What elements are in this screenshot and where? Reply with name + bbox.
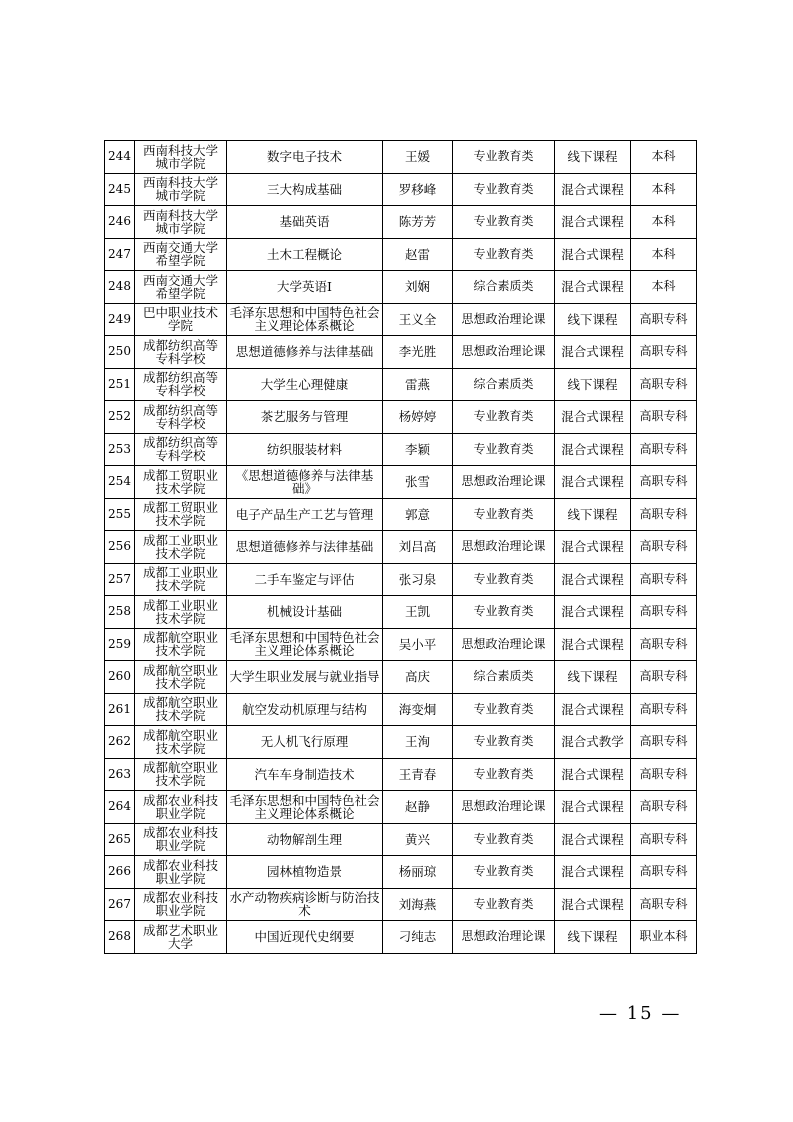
school-name: 西南科技大学城市学院 [135,173,227,206]
course-category: 专业教育类 [453,888,555,921]
row-number: 260 [105,661,135,694]
course-name: 大学英语Ⅰ [227,271,383,304]
teacher-name: 王青春 [383,758,453,791]
school-name: 成都航空职业技术学院 [135,693,227,726]
course-name: 思想道德修养与法律基础 [227,336,383,369]
course-category: 专业教育类 [453,596,555,629]
row-number: 248 [105,271,135,304]
course-category: 思想政治理论课 [453,303,555,336]
education-level: 高职专科 [631,856,697,889]
course-type: 混合式课程 [555,563,631,596]
course-type: 混合式课程 [555,758,631,791]
course-category: 思想政治理论课 [453,921,555,954]
row-number: 263 [105,758,135,791]
education-level: 高职专科 [631,888,697,921]
teacher-name: 刘娴 [383,271,453,304]
row-number: 250 [105,336,135,369]
table-row [105,628,697,661]
course-category: 专业教育类 [453,238,555,271]
course-name: 大学生心理健康 [227,368,383,401]
teacher-name: 刁纯志 [383,921,453,954]
course-name: 中国近现代史纲要 [227,921,383,954]
course-name: 航空发动机原理与结构 [227,693,383,726]
course-table [104,140,697,954]
course-type: 线下课程 [555,141,631,174]
teacher-name: 郭意 [383,498,453,531]
teacher-name: 罗移峰 [383,173,453,206]
table-row [105,921,697,954]
table-row [105,466,697,499]
course-table-body [105,141,697,954]
education-level: 高职专科 [631,726,697,759]
education-level: 高职专科 [631,303,697,336]
row-number: 268 [105,921,135,954]
course-category: 综合素质类 [453,271,555,304]
course-category: 专业教育类 [453,173,555,206]
education-level: 高职专科 [631,466,697,499]
education-level: 高职专科 [631,336,697,369]
course-name: 毛泽东思想和中国特色社会主义理论体系概论 [227,791,383,824]
school-name: 成都航空职业技术学院 [135,726,227,759]
teacher-name: 张雪 [383,466,453,499]
course-type: 混合式课程 [555,336,631,369]
row-number: 266 [105,856,135,889]
course-type: 混合式课程 [555,888,631,921]
row-number: 246 [105,206,135,239]
school-name: 成都工业职业技术学院 [135,531,227,564]
school-name: 成都航空职业技术学院 [135,758,227,791]
school-name: 成都航空职业技术学院 [135,661,227,694]
education-level: 高职专科 [631,368,697,401]
school-name: 成都工贸职业技术学院 [135,466,227,499]
course-name: 茶艺服务与管理 [227,401,383,434]
education-level: 本科 [631,141,697,174]
teacher-name: 杨丽琼 [383,856,453,889]
table-row [105,661,697,694]
table-row [105,336,697,369]
school-name: 成都纺织高等专科学校 [135,368,227,401]
school-name: 西南科技大学城市学院 [135,206,227,239]
row-number: 245 [105,173,135,206]
school-name: 西南科技大学城市学院 [135,141,227,174]
course-category: 专业教育类 [453,433,555,466]
course-category: 专业教育类 [453,856,555,889]
teacher-name: 赵雷 [383,238,453,271]
education-level: 高职专科 [631,596,697,629]
teacher-name: 陈芳芳 [383,206,453,239]
table-row [105,758,697,791]
course-type: 混合式课程 [555,206,631,239]
teacher-name: 雷燕 [383,368,453,401]
teacher-name: 王洵 [383,726,453,759]
school-name: 成都艺术职业大学 [135,921,227,954]
course-category: 思想政治理论课 [453,336,555,369]
education-level: 高职专科 [631,693,697,726]
course-category: 综合素质类 [453,661,555,694]
teacher-name: 刘吕高 [383,531,453,564]
course-category: 专业教育类 [453,563,555,596]
course-name: 园林植物造景 [227,856,383,889]
course-type: 混合式课程 [555,531,631,564]
row-number: 267 [105,888,135,921]
course-name: 无人机飞行原理 [227,726,383,759]
teacher-name: 王媛 [383,141,453,174]
teacher-name: 王义全 [383,303,453,336]
teacher-name: 王凯 [383,596,453,629]
education-level: 高职专科 [631,791,697,824]
course-name: 二手车鉴定与评估 [227,563,383,596]
course-type: 混合式课程 [555,433,631,466]
table-row [105,856,697,889]
teacher-name: 吴小平 [383,628,453,661]
course-type: 混合式课程 [555,401,631,434]
course-type: 混合式课程 [555,271,631,304]
table-row [105,303,697,336]
table-row [105,141,697,174]
course-type: 线下课程 [555,921,631,954]
course-name: 毛泽东思想和中国特色社会主义理论体系概论 [227,303,383,336]
row-number: 256 [105,531,135,564]
education-level: 本科 [631,173,697,206]
row-number: 255 [105,498,135,531]
table-row [105,791,697,824]
row-number: 259 [105,628,135,661]
course-type: 混合式课程 [555,238,631,271]
table-row [105,238,697,271]
education-level: 本科 [631,238,697,271]
row-number: 257 [105,563,135,596]
school-name: 成都纺织高等专科学校 [135,433,227,466]
course-type: 混合式课程 [555,856,631,889]
table-row [105,726,697,759]
school-name: 成都纺织高等专科学校 [135,401,227,434]
course-type: 线下课程 [555,498,631,531]
course-type: 线下课程 [555,661,631,694]
course-category: 思想政治理论课 [453,628,555,661]
teacher-name: 刘海燕 [383,888,453,921]
course-category: 思想政治理论课 [453,531,555,564]
table-row [105,498,697,531]
row-number: 249 [105,303,135,336]
table-row [105,531,697,564]
row-number: 252 [105,401,135,434]
school-name: 成都工贸职业技术学院 [135,498,227,531]
table-row [105,368,697,401]
course-name: 三大构成基础 [227,173,383,206]
school-name: 成都航空职业技术学院 [135,628,227,661]
course-category: 思想政治理论课 [453,466,555,499]
school-name: 成都农业科技职业学院 [135,856,227,889]
education-level: 高职专科 [631,433,697,466]
education-level: 高职专科 [631,401,697,434]
education-level: 本科 [631,271,697,304]
row-number: 265 [105,823,135,856]
row-number: 253 [105,433,135,466]
course-category: 专业教育类 [453,693,555,726]
course-name: 数字电子技术 [227,141,383,174]
teacher-name: 高庆 [383,661,453,694]
education-level: 本科 [631,206,697,239]
table-row [105,401,697,434]
school-name: 成都农业科技职业学院 [135,888,227,921]
course-type: 混合式课程 [555,693,631,726]
course-name: 基础英语 [227,206,383,239]
teacher-name: 海变炯 [383,693,453,726]
course-category: 专业教育类 [453,726,555,759]
course-name: 《思想道德修养与法律基础》 [227,466,383,499]
row-number: 254 [105,466,135,499]
row-number: 251 [105,368,135,401]
page-number: — 15 — [599,1003,682,1024]
course-name: 机械设计基础 [227,596,383,629]
education-level: 高职专科 [631,563,697,596]
teacher-name: 张习泉 [383,563,453,596]
course-type: 混合式课程 [555,791,631,824]
table-row [105,596,697,629]
course-type: 混合式课程 [555,628,631,661]
table-row [105,206,697,239]
course-name: 动物解剖生理 [227,823,383,856]
education-level: 高职专科 [631,758,697,791]
course-name: 汽车车身制造技术 [227,758,383,791]
school-name: 成都工业职业技术学院 [135,563,227,596]
row-number: 262 [105,726,135,759]
education-level: 高职专科 [631,498,697,531]
course-type: 混合式课程 [555,466,631,499]
teacher-name: 李颖 [383,433,453,466]
course-name: 水产动物疾病诊断与防治技术 [227,888,383,921]
school-name: 成都工业职业技术学院 [135,596,227,629]
education-level: 高职专科 [631,823,697,856]
course-category: 专业教育类 [453,206,555,239]
course-name: 毛泽东思想和中国特色社会主义理论体系概论 [227,628,383,661]
row-number: 244 [105,141,135,174]
course-type: 线下课程 [555,368,631,401]
course-type: 混合式课程 [555,823,631,856]
course-type: 混合式课程 [555,596,631,629]
row-number: 261 [105,693,135,726]
teacher-name: 李光胜 [383,336,453,369]
school-name: 西南交通大学希望学院 [135,271,227,304]
course-name: 大学生职业发展与就业指导 [227,661,383,694]
course-name: 电子产品生产工艺与管理 [227,498,383,531]
row-number: 258 [105,596,135,629]
course-category: 专业教育类 [453,498,555,531]
course-name: 思想道德修养与法律基础 [227,531,383,564]
school-name: 西南交通大学希望学院 [135,238,227,271]
table-row [105,173,697,206]
table-row [105,823,697,856]
course-name: 纺织服装材料 [227,433,383,466]
row-number: 247 [105,238,135,271]
school-name: 成都纺织高等专科学校 [135,336,227,369]
course-category: 综合素质类 [453,368,555,401]
course-type: 线下课程 [555,303,631,336]
course-category: 思想政治理论课 [453,791,555,824]
course-category: 专业教育类 [453,401,555,434]
table-row [105,563,697,596]
table-row [105,888,697,921]
school-name: 成都农业科技职业学院 [135,823,227,856]
education-level: 高职专科 [631,661,697,694]
education-level: 高职专科 [631,531,697,564]
course-type: 混合式课程 [555,173,631,206]
school-name: 巴中职业技术学院 [135,303,227,336]
teacher-name: 杨婷婷 [383,401,453,434]
table-row [105,693,697,726]
education-level: 高职专科 [631,628,697,661]
row-number: 264 [105,791,135,824]
course-name: 土木工程概论 [227,238,383,271]
table-row [105,271,697,304]
teacher-name: 赵静 [383,791,453,824]
table-row [105,433,697,466]
course-category: 专业教育类 [453,823,555,856]
school-name: 成都农业科技职业学院 [135,791,227,824]
course-category: 专业教育类 [453,141,555,174]
teacher-name: 黄兴 [383,823,453,856]
course-type: 混合式教学 [555,726,631,759]
education-level: 职业本科 [631,921,697,954]
course-category: 专业教育类 [453,758,555,791]
